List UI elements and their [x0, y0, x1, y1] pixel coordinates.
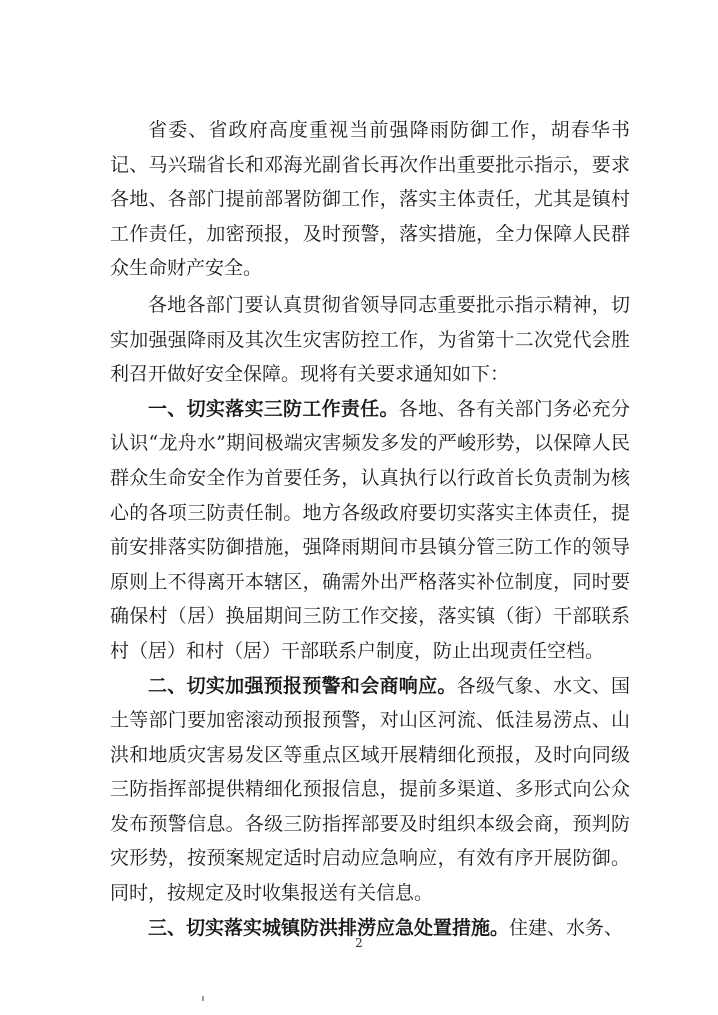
- section-2-forecast-warning: [110, 669, 630, 911]
- paragraph-leaders-instructions: [110, 113, 630, 286]
- section-1-responsibility: [110, 392, 630, 669]
- page-number: 2: [355, 936, 363, 950]
- section-2-text: 各级气象、水文、国土等部门要加密滚动预报预警，对山区河流、低洼易涝点、山洪和地质灾害易发区等重点区域开展精细化预报，及时向同级三防指挥部提供精细化预报信息，提前多渠道、多形式向公众发布预警信息。各级三防指挥部要及时组织本级会商，预判防灾形势，按预案规定适时启动应急响应，有效有序开展防御。同时，按规定及时收集报送有关信息。: [110, 674, 630, 905]
- section-3-heading: 三、切实落实城镇防洪排涝应急处置措施。: [148, 916, 510, 939]
- paragraph-text: 各地各部门要认真贯彻省领导同志重要批示指示精神，切实加强强降雨及其次生灾害防控工作，为省第十二次党代会胜利召开做好安全保障。现将有关要求通知如下：: [110, 293, 630, 386]
- section-1-text: 各地、各有关部门务必充分认识“龙舟水”期间极端灾害频发多发的严峻形势，以保障人民群众生命安全作为首要任务，认真执行以行政首长负责制为核心的各项三防责任制。地方各级政府要切实落实主体责任，提前安排落实防御措施，强降雨期间市县镇分管三防工作的领导原则上不得离开本辖区，确需外出严格落实补位制度，同时要确保村（居）换届期间三防工作交接，落实镇（街）干部联系村（居）和村（居）干部联系户制度，防止出现责任空档。: [110, 397, 630, 662]
- document-body: [110, 113, 630, 945]
- paragraph-notice-intro: [110, 288, 630, 392]
- paragraph-text: 省委、省政府高度重视当前强降雨防御工作，胡春华书记、马兴瑞省长和邓海光副省长再次作出重要批示指示，要求各地、各部门提前部署防御工作，落实主体责任，尤其是镇村工作责任，加密预报，及时预警，落实措施，全力保障人民群众生命财产安全。: [110, 119, 630, 280]
- section-1-heading: 一、切实落实三防工作责任。: [148, 397, 399, 420]
- scan-mark-decoration: [202, 996, 204, 1001]
- section-3-text: 住建、水务、: [509, 916, 624, 939]
- section-2-heading: 二、切实加强预报预警和会商响应。: [148, 674, 457, 697]
